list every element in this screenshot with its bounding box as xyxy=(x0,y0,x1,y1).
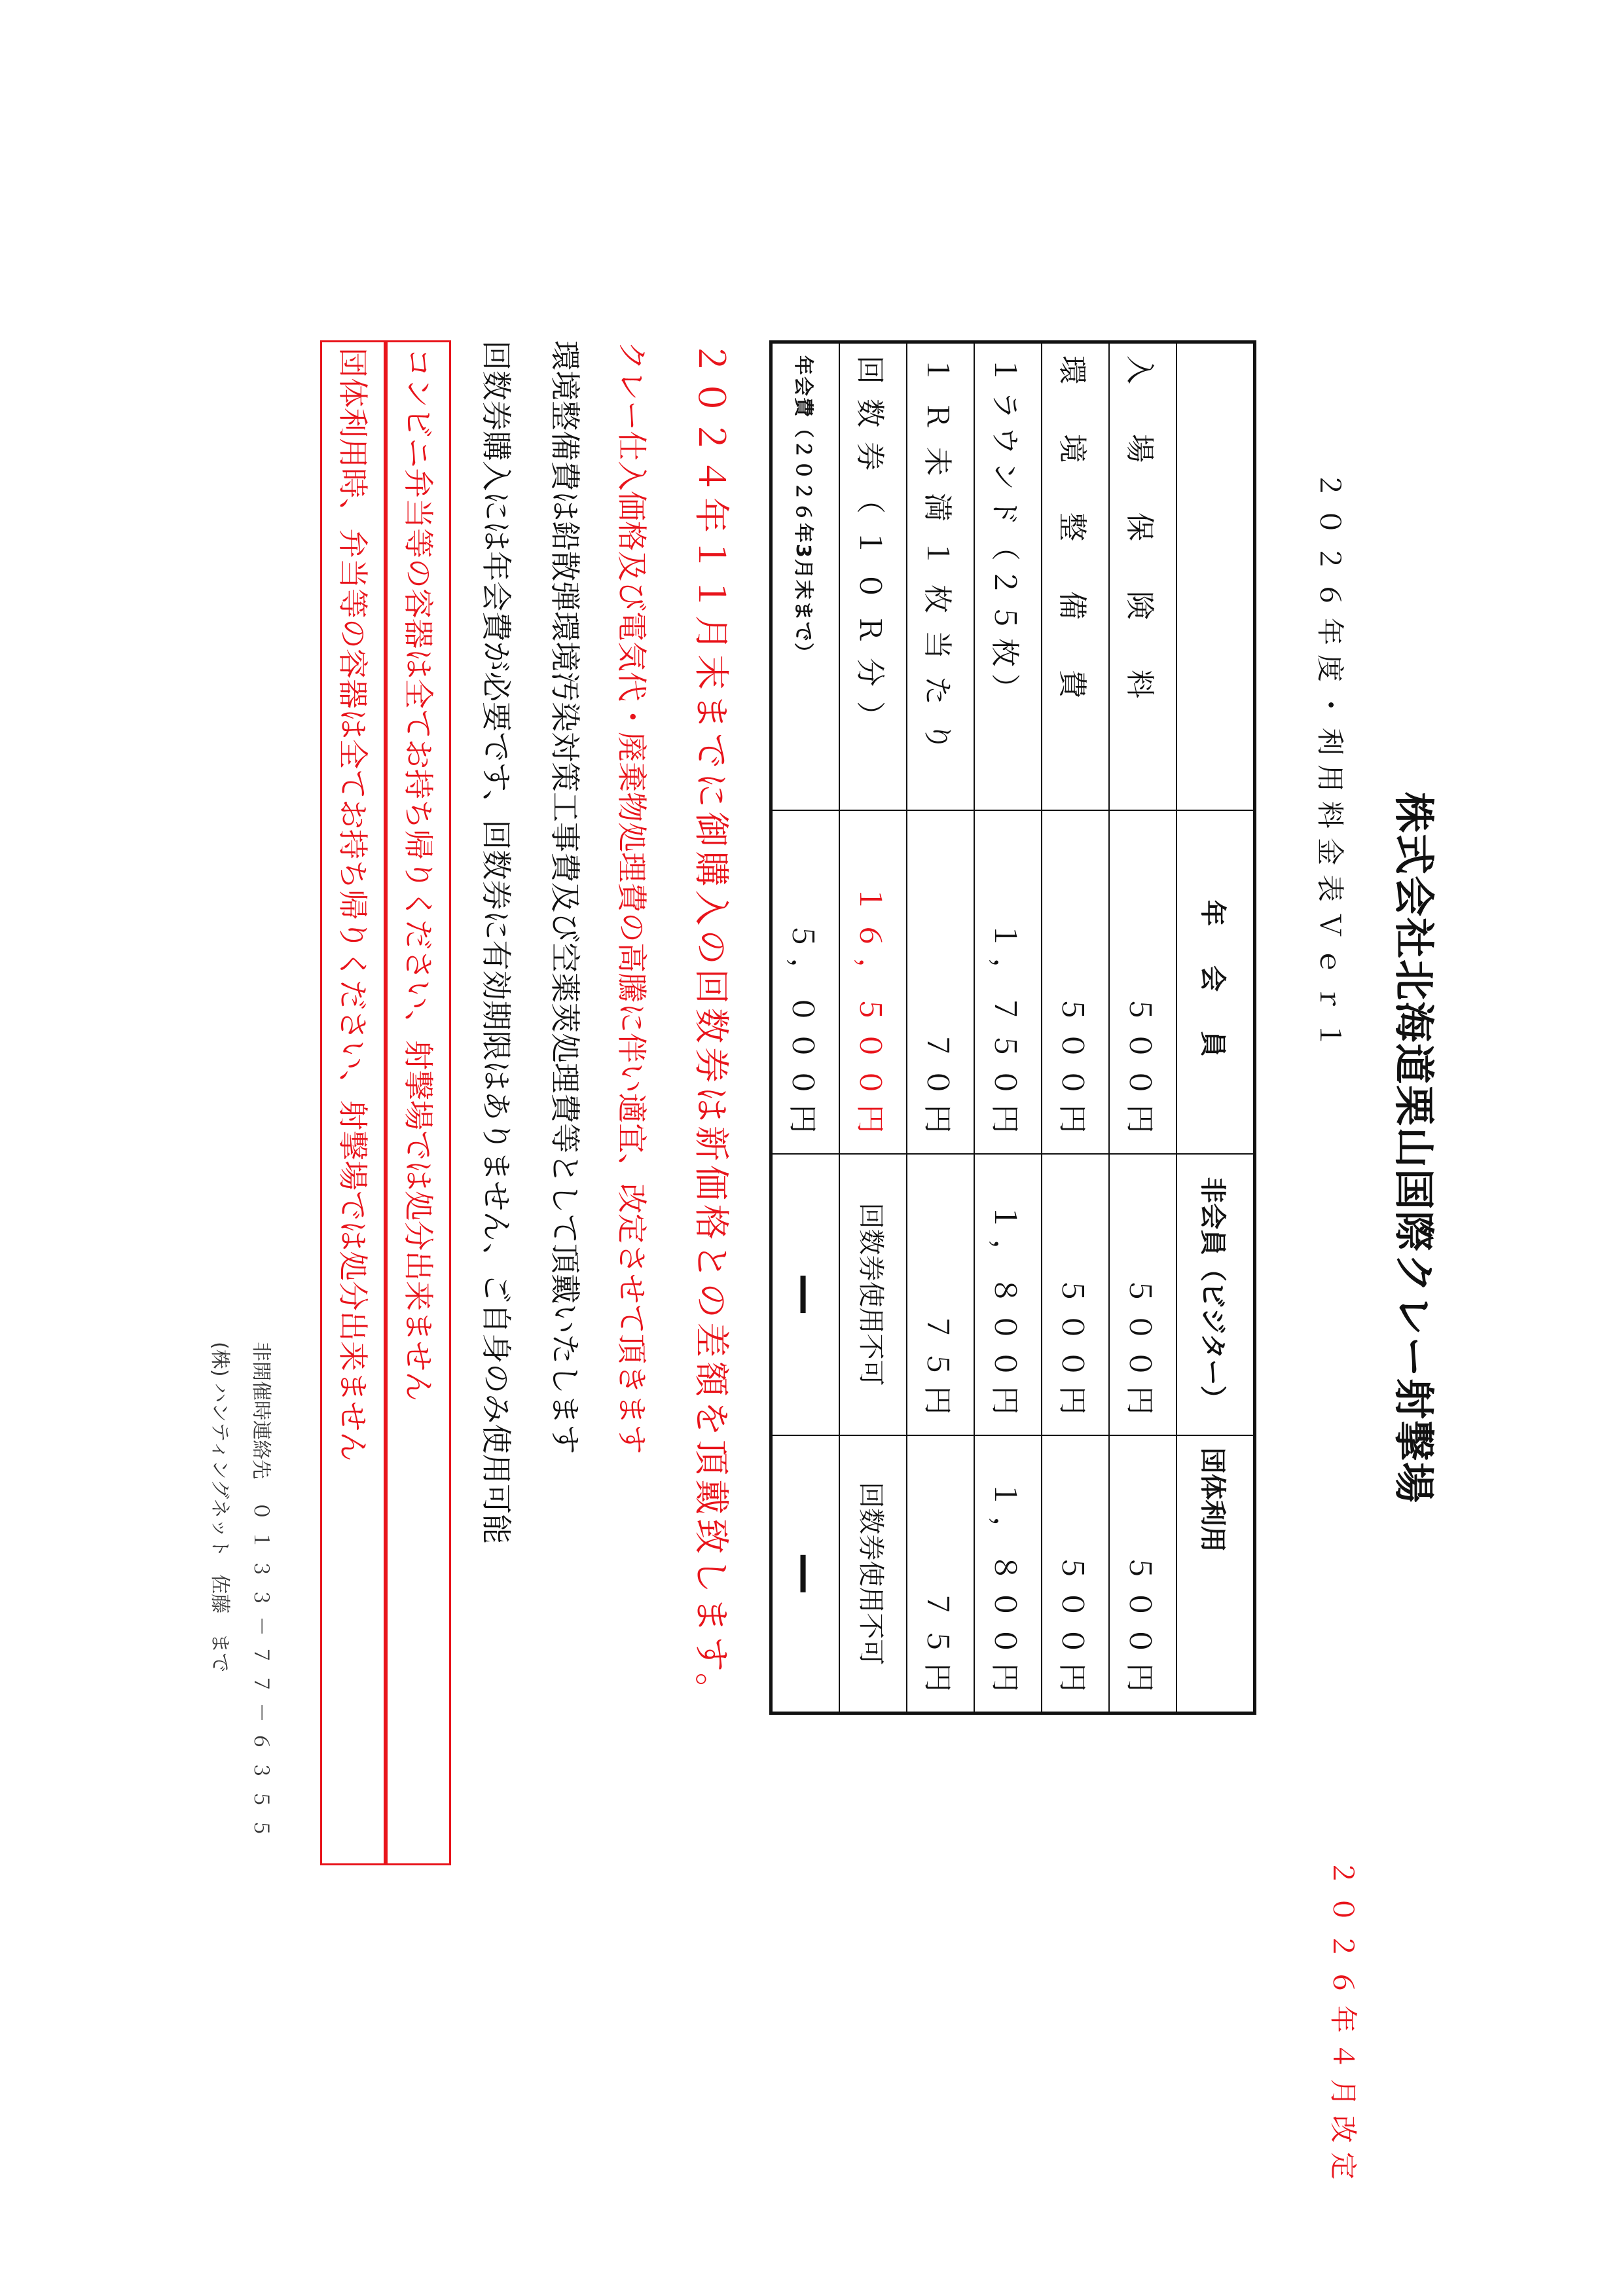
visitor-price: １，８００円 xyxy=(974,1154,1042,1435)
member-price: １，７５０円 xyxy=(974,810,1042,1154)
visitor-price: ５００円 xyxy=(1109,1154,1176,1435)
contact-label: 非開催時連絡先 xyxy=(249,1342,272,1479)
row-label: 回数券（１０Ｒ分） xyxy=(839,342,907,810)
contact-phone: ０１３３－７７－６３５５ xyxy=(249,1501,272,1847)
header-empty-cell xyxy=(1176,342,1255,810)
visitor-price: ７５円 xyxy=(907,1154,974,1435)
table-row xyxy=(1109,342,1176,1713)
document-title: 株式会社北海道栗山国際クレー射撃場 xyxy=(1390,791,1438,1504)
header-member: 年 会 員 xyxy=(1176,810,1255,1154)
contact-line xyxy=(249,1342,278,1847)
table-row xyxy=(907,342,974,1713)
member-price: ５００円 xyxy=(1042,810,1109,1154)
contact-company-line xyxy=(208,1342,236,1672)
row-label: １Ｒ未満１枚当たり xyxy=(907,342,974,810)
group-container-notice-text: 団体利用時、弁当等の容器は全てお持ち帰りください、射撃場では処分出来ません xyxy=(335,348,371,1462)
ticket-note: 回数券購入には年会費が必要です、回数券に有効期限はありません、ご自身のみ使用可能 xyxy=(479,340,514,1545)
row-label: 年会費（２０２６年3月末まで） xyxy=(771,342,840,810)
group-price: ５００円 xyxy=(1109,1435,1176,1713)
main-notice: ２０２４年１１月末までに御購入の回数券は新価格との差額を頂戴致します。 xyxy=(691,340,732,1712)
visitor-price: 回数券使用不可 xyxy=(839,1154,907,1435)
row-label: 入場保険料 xyxy=(1109,342,1176,810)
contact-person: 佐藤 まで xyxy=(208,1574,231,1673)
visitor-price: — xyxy=(771,1154,840,1435)
environment-fee-note: 環境整備費は鉛散弾環境汚染対策工事費及び空薬莢処理費等として頂戴いたします xyxy=(547,340,583,1454)
member-price: ５００円 xyxy=(1109,810,1176,1154)
group-price: 回数券使用不可 xyxy=(839,1435,907,1713)
group-container-notice-box xyxy=(320,340,386,1865)
contact-company: (株) ハンティングネット xyxy=(208,1342,231,1558)
group-price: — xyxy=(771,1435,840,1713)
member-price: ５，０００円 xyxy=(771,810,840,1154)
table-row xyxy=(839,342,907,1713)
group-price: ５００円 xyxy=(1042,1435,1109,1713)
member-price: ７０円 xyxy=(907,810,974,1154)
row-label: 環境整備費 xyxy=(1042,342,1109,810)
table-row xyxy=(974,342,1042,1713)
revision-date: ２０２６年４月改定 xyxy=(1327,1859,1359,2189)
fee-table xyxy=(769,340,1256,1715)
table-row xyxy=(771,342,840,1713)
header-group: 団体利用 xyxy=(1176,1435,1255,1713)
table-header-row xyxy=(1176,342,1255,1713)
price-revision-note: クレー仕入価格及び電気代・廃棄物処理費の高騰に伴い適宜、改定させて頂きます xyxy=(614,340,649,1454)
container-notice-box xyxy=(386,340,451,1865)
header-visitor: 非会員（ビジター） xyxy=(1176,1154,1255,1435)
container-notice-text: コンビニ弁当等の容器は全てお持ち帰りください、射撃場では処分出来ません xyxy=(401,348,436,1401)
group-price: １，８００円 xyxy=(974,1435,1042,1713)
row-label: １ラウンド（２５枚） xyxy=(974,342,1042,810)
visitor-price: ５００円 xyxy=(1042,1154,1109,1435)
group-price: ７５円 xyxy=(907,1435,974,1713)
document-subtitle: ２０２６年度・利用料金表Ｖｅｒ１ xyxy=(1314,471,1346,1058)
member-price: １６，５００円 xyxy=(839,810,907,1154)
table-row xyxy=(1042,342,1109,1713)
